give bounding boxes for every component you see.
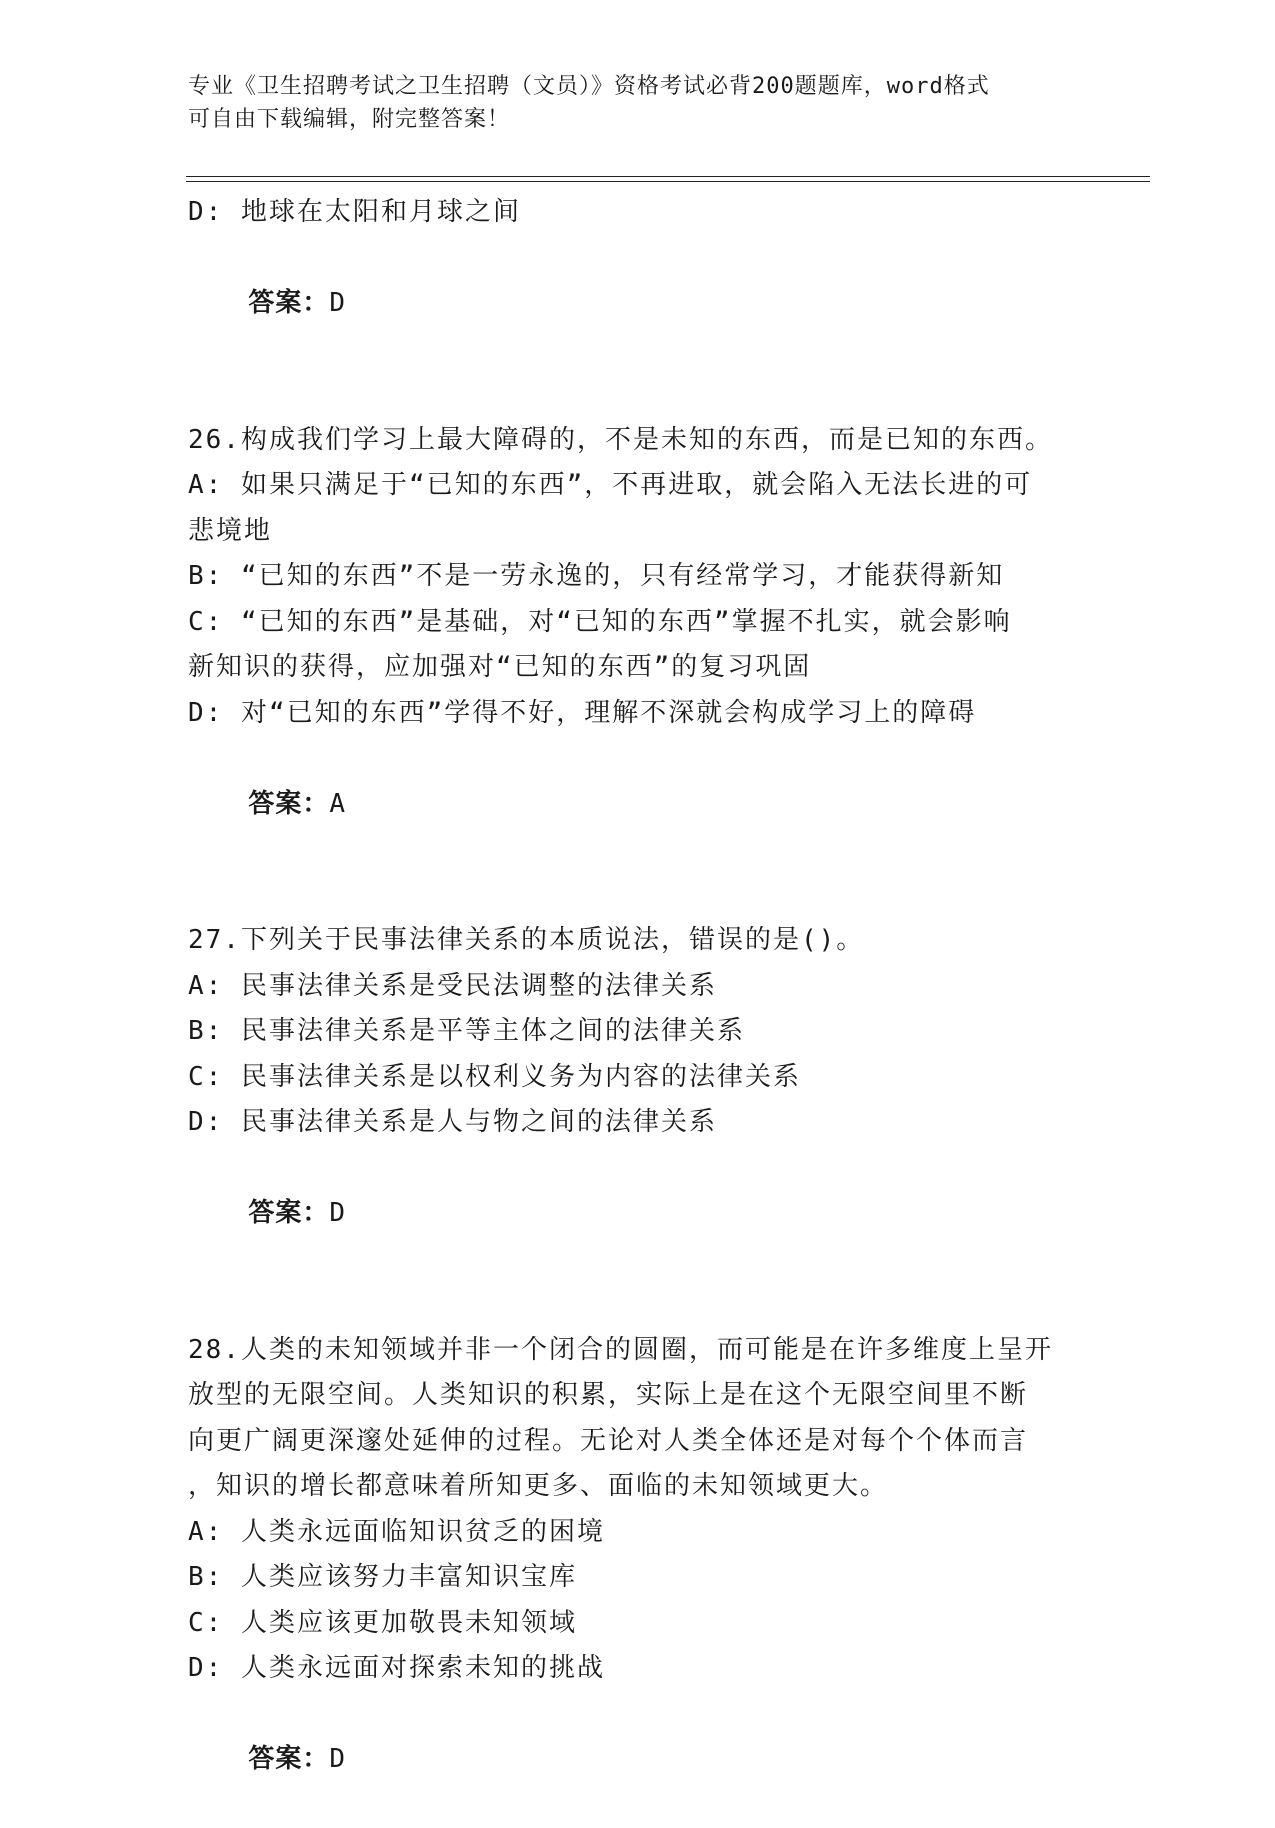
answer-value: D <box>329 1198 346 1228</box>
answer-value: A <box>329 789 346 819</box>
q27-answer <box>188 1146 1088 1283</box>
q28-stem-line-1: 28.人类的未知领域并非一个闭合的圆圈，而可能是在许多维度上呈开 <box>188 1328 1088 1374</box>
q25-answer <box>188 236 1088 373</box>
q27-option-a: A: 民事法律关系是受民法调整的法律关系 <box>188 964 1088 1010</box>
document-body <box>188 190 1088 1828</box>
q28-option-b: B: 人类应该努力丰富知识宝库 <box>188 1555 1088 1601</box>
header-divider-bottom <box>186 181 1150 182</box>
answer-value: D <box>329 288 346 318</box>
document-header <box>188 70 1088 136</box>
question-25 <box>188 190 1088 372</box>
q26-answer <box>188 736 1088 873</box>
spacer <box>188 372 1088 418</box>
question-26 <box>188 418 1088 873</box>
header-divider-top <box>186 176 1150 177</box>
q28-answer <box>188 1692 1088 1828</box>
question-28 <box>188 1328 1088 1828</box>
spacer <box>188 1282 1088 1328</box>
q26-stem: 26.构成我们学习上最大障碍的，不是未知的东西，而是已知的东西。 <box>188 418 1088 464</box>
header-title-line-2: 可自由下载编辑，附完整答案！ <box>188 103 1088 136</box>
q28-stem-line-4: ，知识的增长都意味着所知更多、面临的未知领域更大。 <box>188 1464 1088 1510</box>
header-title-line-1: 专业《卫生招聘考试之卫生招聘（文员）》资格考试必背200题题库，word格式 <box>188 70 1088 103</box>
q26-option-a-line-2: 悲境地 <box>188 509 1088 555</box>
answer-value: D <box>329 1744 346 1774</box>
spacer <box>188 873 1088 919</box>
q26-option-a-line-1: A: 如果只满足于“已知的东西”，不再进取，就会陷入无法长进的可 <box>188 463 1088 509</box>
answer-label: 答案： <box>248 1744 329 1774</box>
q28-option-c: C: 人类应该更加敬畏未知领域 <box>188 1601 1088 1647</box>
answer-label: 答案： <box>248 1198 329 1228</box>
q26-option-c-line-2: 新知识的获得，应加强对“已知的东西”的复习巩固 <box>188 645 1088 691</box>
q26-option-c-line-1: C: “已知的东西”是基础，对“已知的东西”掌握不扎实，就会影响 <box>188 600 1088 646</box>
answer-label: 答案： <box>248 789 329 819</box>
q28-option-a: A: 人类永远面临知识贫乏的困境 <box>188 1510 1088 1556</box>
q28-stem-line-3: 向更广阔更深邃处延伸的过程。无论对人类全体还是对每个个体而言 <box>188 1419 1088 1465</box>
q27-option-c: C: 民事法律关系是以权利义务为内容的法律关系 <box>188 1055 1088 1101</box>
q25-option-d: D: 地球在太阳和月球之间 <box>188 190 1088 236</box>
q27-option-d: D: 民事法律关系是人与物之间的法律关系 <box>188 1100 1088 1146</box>
q26-option-d: D: 对“已知的东西”学得不好，理解不深就会构成学习上的障碍 <box>188 691 1088 737</box>
q28-stem-line-2: 放型的无限空间。人类知识的积累，实际上是在这个无限空间里不断 <box>188 1373 1088 1419</box>
answer-label: 答案： <box>248 288 329 318</box>
question-27 <box>188 918 1088 1282</box>
q27-stem: 27.下列关于民事法律关系的本质说法，错误的是()。 <box>188 918 1088 964</box>
q27-option-b: B: 民事法律关系是平等主体之间的法律关系 <box>188 1009 1088 1055</box>
q28-option-d: D: 人类永远面对探索未知的挑战 <box>188 1646 1088 1692</box>
q26-option-b: B: “已知的东西”不是一劳永逸的，只有经常学习，才能获得新知 <box>188 554 1088 600</box>
